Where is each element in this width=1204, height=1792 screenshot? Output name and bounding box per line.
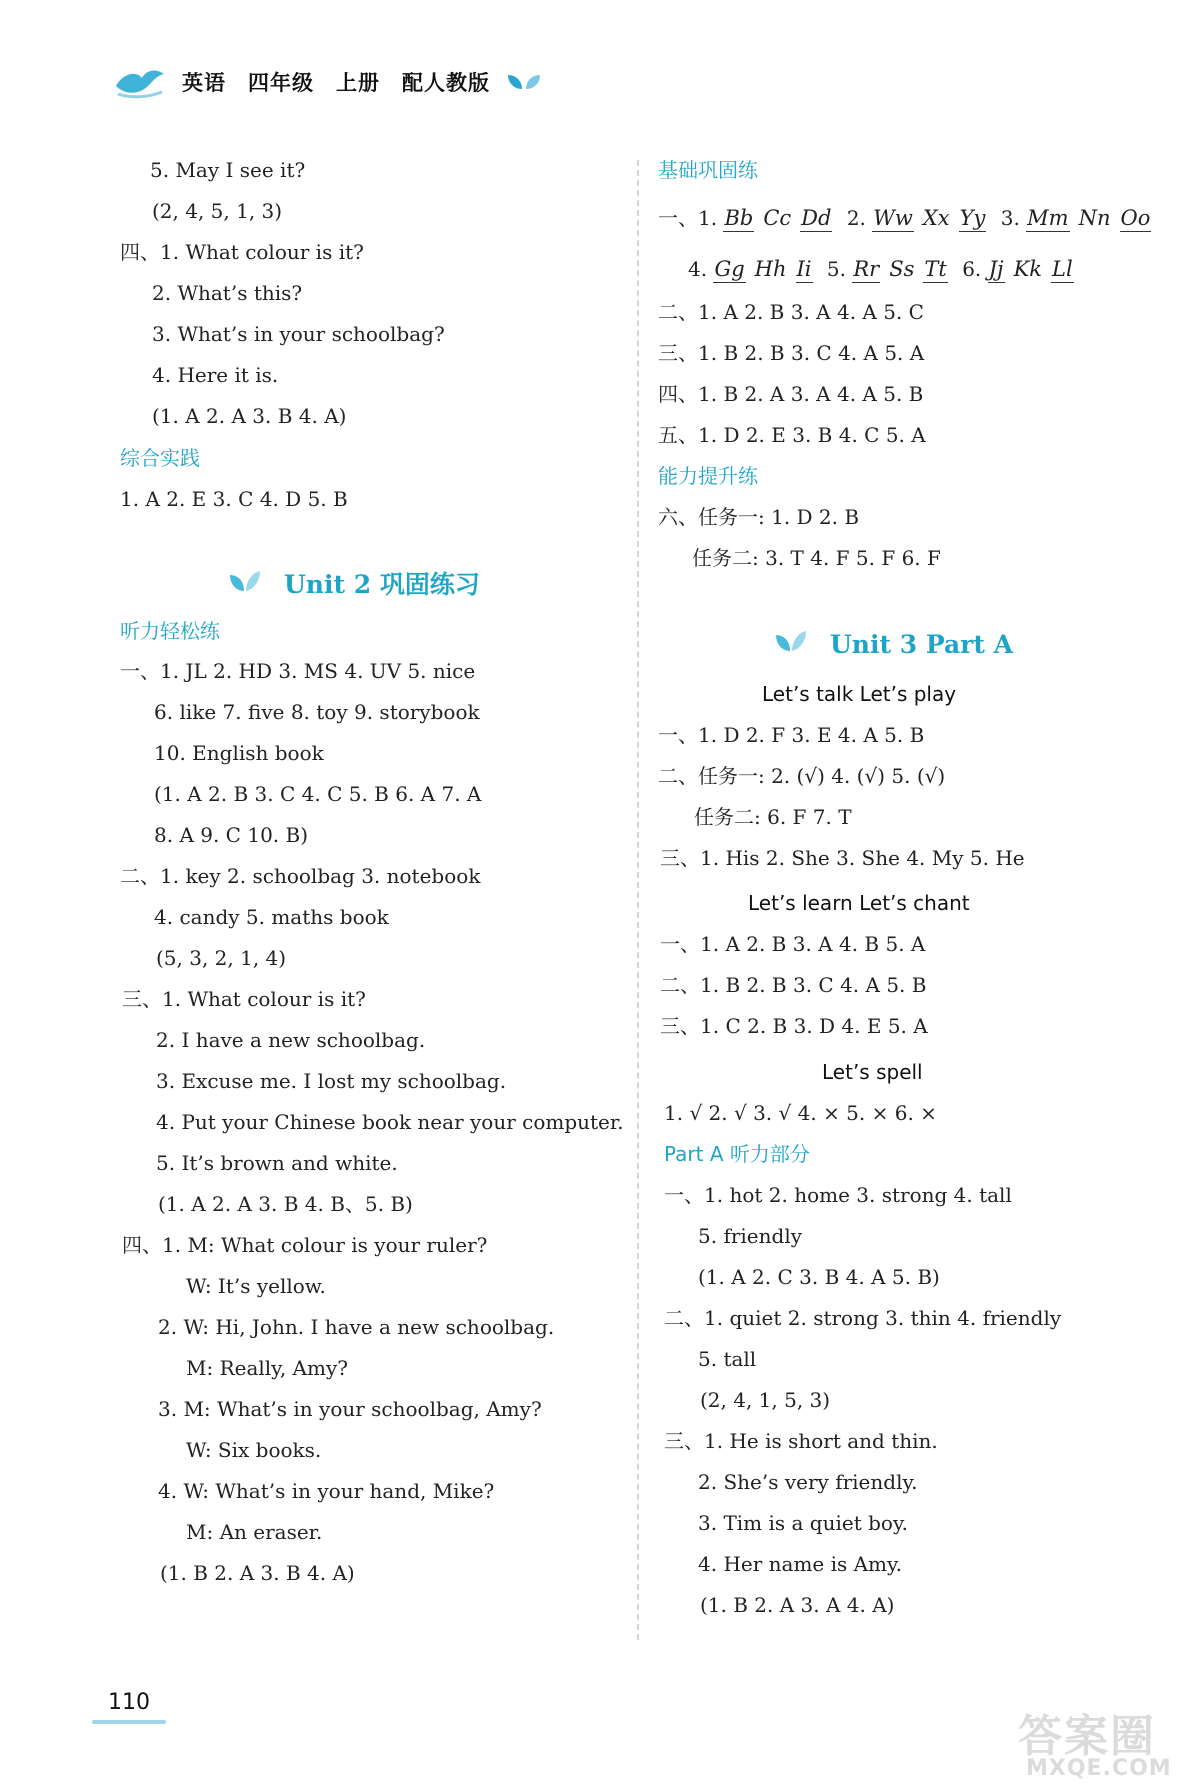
answer-line: 二、任务一: 2. (√) 4. (√) 5. (√) bbox=[658, 764, 946, 788]
answer-line: 二、1. quiet 2. strong 3. thin 4. friendly bbox=[664, 1306, 1062, 1330]
unit-title bbox=[774, 628, 1013, 662]
answer-line: (1. A 2. C 3. B 4. A 5. B) bbox=[698, 1265, 940, 1289]
answer-line: 8. A 9. C 10. B) bbox=[154, 823, 309, 847]
answer-line: 1. √ 2. √ 3. √ 4. × 5. × 6. × bbox=[664, 1101, 937, 1125]
answer-line: 二、1. B 2. B 3. C 4. A 5. B bbox=[660, 973, 927, 997]
header-subject: 英语 bbox=[182, 71, 226, 95]
answer-line: (1. B 2. A 3. B 4. A) bbox=[160, 1561, 355, 1585]
answer-line: 6. like 7. five 8. toy 9. storybook bbox=[154, 700, 480, 724]
answer-line: (1. B 2. A 3. A 4. A) bbox=[700, 1593, 895, 1617]
answer-line: 2. W: Hi, John. I have a new schoolbag. bbox=[158, 1315, 555, 1339]
answer-line: 三、1. His 2. She 3. She 4. My 5. He bbox=[660, 846, 1025, 870]
letter-pair: Mm bbox=[1027, 206, 1069, 230]
answer-line: 2. She’s very friendly. bbox=[698, 1470, 918, 1494]
page-header bbox=[112, 62, 542, 102]
item-number: 3. bbox=[1000, 206, 1020, 230]
answer-line: (2, 4, 1, 5, 3) bbox=[700, 1388, 831, 1412]
answer-line: 一、1. D 2. F 3. E 4. A 5. B bbox=[658, 723, 925, 747]
answer-line: 4. candy 5. maths book bbox=[154, 905, 389, 929]
answer-line: 四、1. B 2. A 3. A 4. A 5. B bbox=[658, 382, 924, 406]
answer-line: 任务二: 3. T 4. F 5. F 6. F bbox=[692, 546, 941, 570]
answer-line: 六、任务一: 1. D 2. B bbox=[658, 505, 860, 529]
alphabet-line bbox=[688, 254, 1082, 288]
letter-pair: Yy bbox=[959, 206, 986, 230]
answer-line: 一、1. hot 2. home 3. strong 4. tall bbox=[664, 1183, 1012, 1207]
answer-line: (5, 3, 2, 1, 4) bbox=[156, 946, 287, 970]
page-number-text: 110 bbox=[108, 1690, 150, 1715]
bird-logo-icon bbox=[112, 64, 168, 100]
letter-pair: Xx bbox=[922, 206, 950, 230]
answer-line: 3. M: What’s in your schoolbag, Amy? bbox=[158, 1397, 542, 1421]
unit-3-title: Unit 3 Part A bbox=[830, 630, 1013, 659]
answer-line: (2, 4, 5, 1, 3) bbox=[152, 199, 283, 223]
letter-pair: Bb bbox=[724, 206, 754, 230]
answer-line: 三、1. He is short and thin. bbox=[664, 1429, 938, 1453]
item-number: 6. bbox=[962, 257, 982, 281]
letter-pair: Tt bbox=[924, 257, 947, 281]
section-heading: 能力提升练 bbox=[658, 464, 758, 488]
answer-line: 一、1. A 2. B 3. A 4. B 5. A bbox=[660, 932, 926, 956]
answer-line: (1. A 2. A 3. B 4. B、5. B) bbox=[158, 1192, 413, 1216]
section-heading: Part A 听力部分 bbox=[664, 1142, 810, 1166]
letter-pair: Ll bbox=[1052, 257, 1073, 281]
unit-2-title: Unit 2 巩固练习 bbox=[284, 570, 480, 599]
section-heading: 基础巩固练 bbox=[658, 158, 758, 182]
letter-pair: Rr bbox=[853, 257, 880, 281]
answer-line: 10. English book bbox=[154, 741, 324, 765]
watermark-url: MXQE.COM bbox=[1026, 1756, 1172, 1781]
watermark bbox=[1018, 1700, 1190, 1786]
answer-line: 3. Tim is a quiet boy. bbox=[698, 1511, 908, 1535]
answer-line: 三、1. What colour is it? bbox=[122, 987, 366, 1011]
letter-pair: Nn bbox=[1078, 206, 1111, 230]
answer-line: 四、1. M: What colour is your ruler? bbox=[122, 1233, 488, 1257]
answer-line: 1. A 2. E 3. C 4. D 5. B bbox=[120, 487, 348, 511]
letter-pair: Kk bbox=[1013, 257, 1042, 281]
answer-line: 2. I have a new schoolbag. bbox=[156, 1028, 426, 1052]
answer-line: 3. Excuse me. I lost my schoolbag. bbox=[156, 1069, 507, 1093]
letter-pair: Cc bbox=[763, 206, 792, 230]
subsection-heading: Let’s talk Let’s play bbox=[762, 682, 957, 706]
subsection-heading: Let’s spell bbox=[822, 1060, 923, 1084]
answer-line: 2. What’s this? bbox=[152, 281, 303, 305]
header-grade: 四年级 bbox=[248, 71, 314, 95]
answer-line: W: Six books. bbox=[186, 1438, 322, 1462]
page-number-underline bbox=[92, 1720, 166, 1724]
letter-pair: Oo bbox=[1120, 206, 1151, 230]
letter-pair: Dd bbox=[801, 206, 832, 230]
answer-line: W: It’s yellow. bbox=[186, 1274, 326, 1298]
answer-line: 3. What’s in your schoolbag? bbox=[152, 322, 445, 346]
alphabet-line bbox=[658, 203, 1159, 237]
watermark-logo-text: 答案圈 bbox=[1018, 1711, 1156, 1762]
answer-line: 二、1. key 2. schoolbag 3. notebook bbox=[120, 864, 481, 888]
leaf-icon bbox=[228, 569, 262, 597]
answer-line: 5. friendly bbox=[698, 1224, 803, 1248]
answer-line: 4. Here it is. bbox=[152, 363, 279, 387]
letter-pair: Ww bbox=[873, 206, 913, 230]
item-number: 4. bbox=[688, 257, 708, 281]
answer-line: 4. Her name is Amy. bbox=[698, 1552, 903, 1576]
letter-pair: Jj bbox=[988, 257, 1004, 281]
item-number: 2. bbox=[846, 206, 866, 230]
letter-pair: Ss bbox=[889, 257, 915, 281]
item-number: 5. bbox=[826, 257, 846, 281]
answer-line: 五、1. D 2. E 3. B 4. C 5. A bbox=[658, 423, 926, 447]
item-number: 一、1. bbox=[658, 206, 718, 230]
column-divider bbox=[637, 160, 639, 1640]
answer-line: 三、1. B 2. B 3. C 4. A 5. A bbox=[658, 341, 925, 365]
answer-line: 四、1. What colour is it? bbox=[120, 240, 364, 264]
answer-line: 一、1. JL 2. HD 3. MS 4. UV 5. nice bbox=[120, 659, 476, 683]
letter-pair: Ii bbox=[796, 257, 812, 281]
answer-line: 5. It’s brown and white. bbox=[156, 1151, 398, 1175]
page-number bbox=[92, 1686, 166, 1726]
letter-pair: Hh bbox=[754, 257, 787, 281]
answer-line: 任务二: 6. F 7. T bbox=[694, 805, 852, 829]
leaf-decoration-icon bbox=[506, 71, 542, 93]
subsection-heading: Let’s learn Let’s chant bbox=[748, 891, 970, 915]
leaf-icon bbox=[774, 629, 808, 657]
answer-line: 4. Put your Chinese book near your computer. bbox=[156, 1110, 624, 1134]
section-heading: 综合实践 bbox=[120, 446, 200, 470]
section-heading: 听力轻松练 bbox=[120, 619, 220, 643]
answer-line: 4. W: What’s in your hand, Mike? bbox=[158, 1479, 495, 1503]
header-volume: 上册 bbox=[336, 71, 380, 95]
answer-line: (1. A 2. B 3. C 4. C 5. B 6. A 7. A bbox=[154, 782, 482, 806]
answer-line: 5. May I see it? bbox=[150, 158, 306, 182]
unit-title bbox=[228, 568, 480, 602]
header-edition: 配人教版 bbox=[402, 71, 490, 95]
answer-line: 5. tall bbox=[698, 1347, 757, 1371]
answer-line: (1. A 2. A 3. B 4. A) bbox=[152, 404, 347, 428]
answer-line: 三、1. C 2. B 3. D 4. E 5. A bbox=[660, 1014, 928, 1038]
answer-line: M: Really, Amy? bbox=[186, 1356, 348, 1380]
answer-line: 二、1. A 2. B 3. A 4. A 5. C bbox=[658, 300, 924, 324]
letter-pair: Gg bbox=[714, 257, 745, 281]
answer-line: M: An eraser. bbox=[186, 1520, 323, 1544]
